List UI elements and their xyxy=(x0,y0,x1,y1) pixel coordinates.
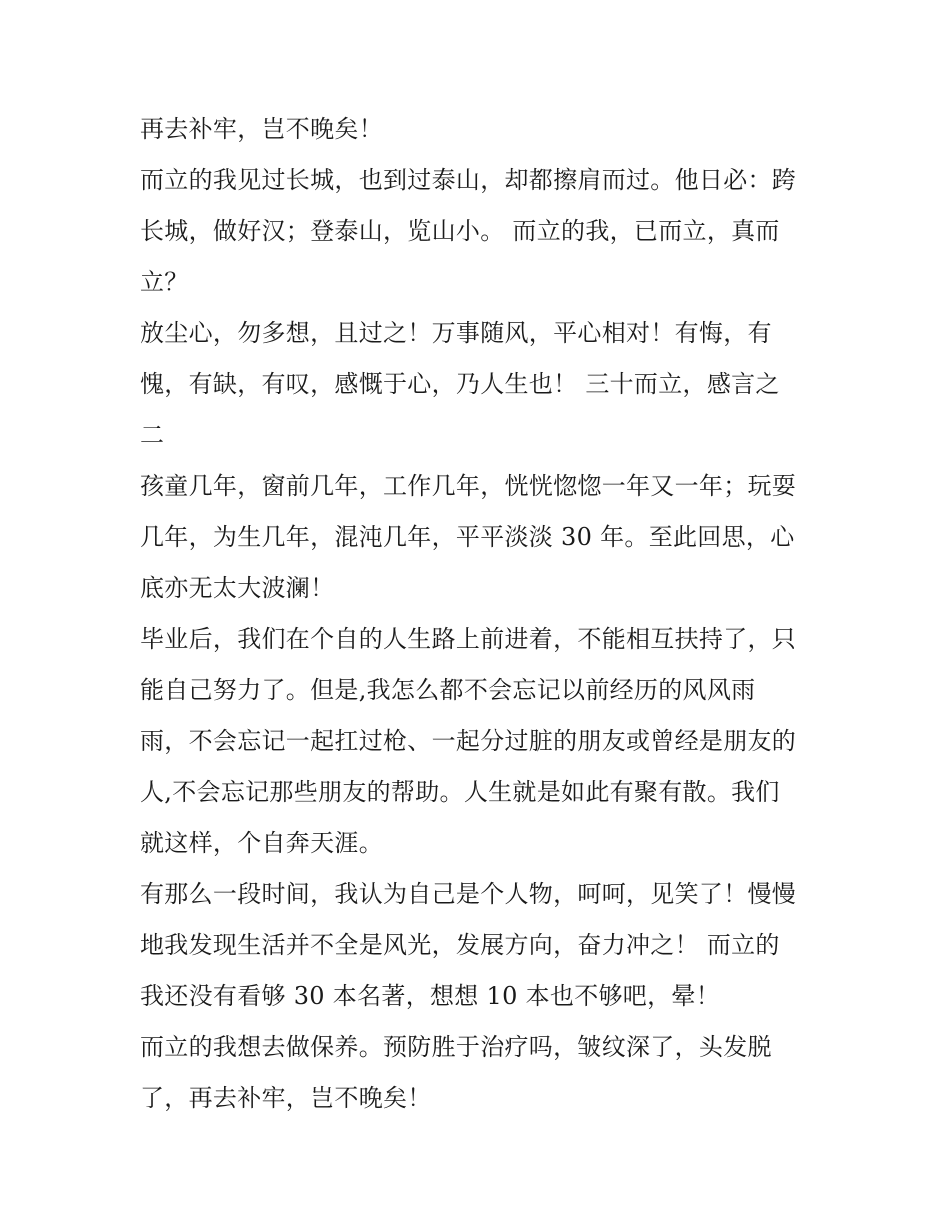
text-line: 二 xyxy=(140,421,165,449)
text-line: 人,不会忘记那些朋友的帮助。人生就是如此有聚有散。我们 xyxy=(140,778,780,806)
text-line: 雨，不会忘记一起扛过枪、一起分过脏的朋友或曾经是朋友的 xyxy=(140,727,797,755)
text-line: 长城，做好汉；登泰山，览山小。 而立的我，已而立，真而 xyxy=(140,217,780,245)
text-line: 而立的我见过长城，也到过泰山，却都擦肩而过。他日必：跨 xyxy=(140,166,797,194)
body-text xyxy=(140,104,820,1124)
text-line: 我还没有看够 30 本名著，想想 10 本也不够吧，晕！ xyxy=(140,982,720,1010)
text-line: 地我发现生活并不全是风光，发展方向，奋力冲之！ 而立的 xyxy=(140,931,780,959)
text-line: 愧，有缺，有叹，感慨于心，乃人生也！ 三十而立，感言之 xyxy=(140,370,780,398)
text-line: 而立的我想去做保养。预防胜于治疗吗，皱纹深了，头发脱 xyxy=(140,1033,772,1061)
text-line: 放尘心，勿多想，且过之！万事随风，平心相对！有悔，有 xyxy=(140,319,772,347)
text-line: 几年，为生几年，混沌几年，平平淡淡 30 年。至此回思，心 xyxy=(140,523,795,551)
text-line: 底亦无太大波澜！ xyxy=(140,574,335,602)
text-line: 立？ xyxy=(140,268,189,296)
text-line: 孩童几年，窗前几年，工作几年，恍恍惚惚一年又一年；玩耍 xyxy=(140,472,797,500)
text-line: 再去补牢，岂不晚矣！ xyxy=(140,115,383,143)
text-line: 能自己努力了。但是,我怎么都不会忘记以前经历的风风雨 xyxy=(140,676,756,704)
text-line: 有那么一段时间，我认为自己是个人物，呵呵，见笑了！慢慢 xyxy=(140,880,797,908)
text-line: 了，再去补牢，岂不晚矣！ xyxy=(140,1084,432,1112)
text-line: 就这样，个自奔天涯。 xyxy=(140,829,383,857)
text-line: 毕业后，我们在个自的人生路上前进着，不能相互扶持了，只 xyxy=(140,625,797,653)
